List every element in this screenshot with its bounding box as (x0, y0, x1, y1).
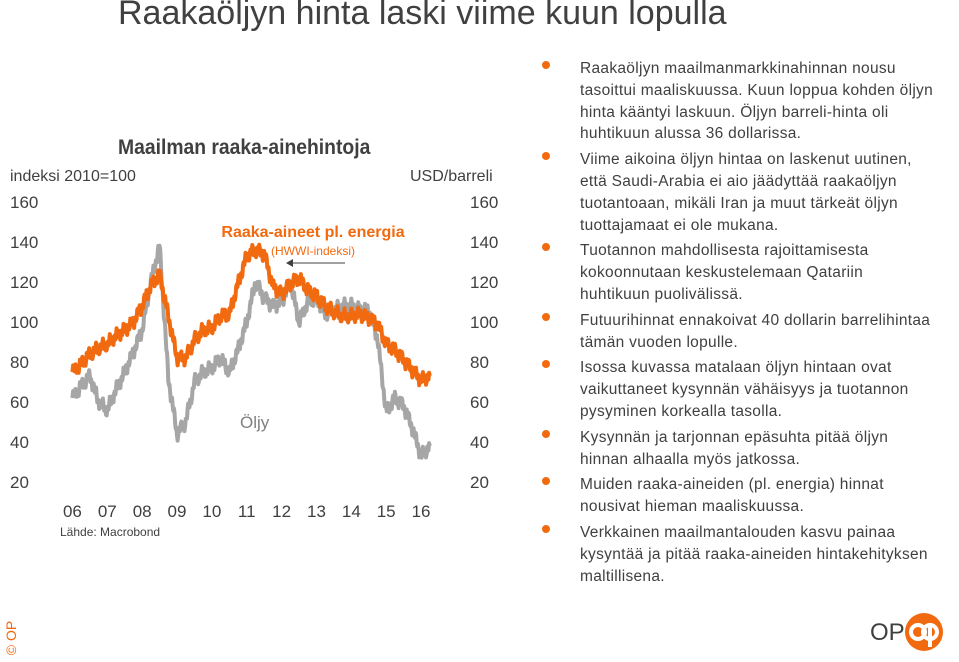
chart-source: Lähde: Macrobond (60, 525, 161, 539)
chart-panel (0, 130, 520, 550)
bullet-item (542, 58, 937, 145)
commodities-annotation: Raaka-aineet pl. energia (221, 224, 405, 241)
right-tick-label: 20 (470, 473, 489, 492)
bullet-dot-icon (542, 360, 550, 368)
bullet-dot-icon (542, 243, 550, 251)
x-tick-label: 14 (341, 502, 361, 521)
bullet-item (542, 427, 937, 471)
op-logo (870, 613, 945, 655)
commodities-sub-annotation: (HWWI-indeksi) (271, 244, 355, 258)
left-tick-label: 100 (10, 313, 39, 332)
left-tick-label: 160 (10, 193, 39, 212)
x-tick-label: 09 (167, 502, 187, 521)
bullet-text: Kysynnän ja tarjonnan epäsuhta pitää öljyn hinnan alhaalla myös jatkossa. (580, 428, 889, 468)
right-tick-label: 120 (470, 273, 499, 292)
x-tick-label: 07 (97, 502, 117, 521)
bullet-text: Tuotannon mahdollisesta rajoittamisesta kokoonnutaan keskustelemaan Qatariin huhtikuun puolivälissä. (580, 242, 869, 303)
slide-title: Raakaöljyn hinta laski viime kuun lopulla (118, 0, 727, 32)
right-tick-label: 160 (470, 193, 499, 212)
bullet-text: Viime aikoina öljyn hintaa on laskenut uutinen, että Saudi-Arabia ei aio jäädyttää raakaöljyn tuotantoaan, mikäli Iran ja muut tärkeät öljyn tuottajamaat ei ole mukana. (580, 151, 912, 234)
bullet-item (542, 474, 937, 518)
line-chart (0, 130, 520, 550)
bullet-item (542, 149, 937, 236)
right-tick-label: 80 (470, 353, 489, 372)
bullet-dot-icon (542, 430, 550, 438)
left-tick-label: 120 (10, 273, 39, 292)
copyright-text: © OP (3, 620, 20, 656)
right-tick-label: 40 (470, 433, 489, 452)
left-tick-label: 80 (10, 353, 29, 372)
chart-title: Maailman raaka-ainehintoja (118, 136, 371, 159)
bullet-item (542, 357, 937, 422)
logo-circle-icon (905, 613, 943, 651)
oil-annotation: Öljy (240, 413, 270, 432)
bullet-item (542, 240, 937, 305)
x-tick-label: 06 (62, 502, 82, 521)
x-tick-label: 13 (307, 502, 326, 521)
right-tick-label: 140 (470, 233, 499, 252)
bullet-dot-icon (542, 477, 550, 485)
bullet-dot-icon (542, 61, 550, 69)
bullet-text: Raakaöljyn maailmanmarkkinahinnan nousu tasoittui maaliskuussa. Kuun loppua kohden öljyn hinta kääntyi laskuun. Öljyn barreli-hinta oli huhtikuun alussa 36 dollarissa. (580, 60, 934, 143)
x-tick-label: 11 (237, 502, 256, 521)
x-tick-label: 16 (411, 502, 431, 521)
left-tick-label: 140 (10, 233, 39, 252)
x-tick-label: 15 (376, 502, 396, 521)
bullet-text: Verkkainen maailmantalouden kasvu painaa kysyntää ja pitää raaka-aineiden hintakehityksen maltillisena. (580, 523, 928, 585)
right-tick-label: 100 (470, 313, 499, 332)
bullet-text: Isossa kuvassa matalaan öljyn hintaan ovat vaikuttaneet kysynnän vähäisyys ja tuotannon pysyminen korkealla tasolla. (580, 359, 909, 420)
logo-text: OP (870, 619, 905, 646)
bullet-item (542, 522, 937, 587)
right-axis-title: USD/barreli (410, 168, 493, 185)
x-tick-label: 12 (272, 502, 292, 521)
right-tick-label: 60 (470, 393, 489, 412)
bullet-item (542, 310, 937, 354)
x-tick-label: 08 (132, 502, 152, 521)
copyright-notice (4, 618, 22, 658)
bullet-dot-icon (542, 525, 550, 533)
left-tick-label: 60 (10, 393, 29, 412)
bullet-dot-icon (542, 313, 550, 321)
left-tick-label: 40 (10, 433, 29, 452)
bullet-text: Muiden raaka-aineiden (pl. energia) hinnat nousivat hieman maaliskuussa. (580, 476, 884, 516)
left-tick-label: 20 (10, 473, 29, 492)
annotation-arrow-icon (286, 259, 293, 267)
bullet-list (542, 58, 937, 591)
x-tick-label: 10 (202, 502, 222, 521)
left-axis-title: indeksi 2010=100 (10, 168, 136, 185)
bullet-text: Futuurihinnat ennakoivat 40 dollarin barrelihintaa tämän vuoden lopulle. (580, 311, 931, 351)
bullet-dot-icon (542, 152, 550, 160)
